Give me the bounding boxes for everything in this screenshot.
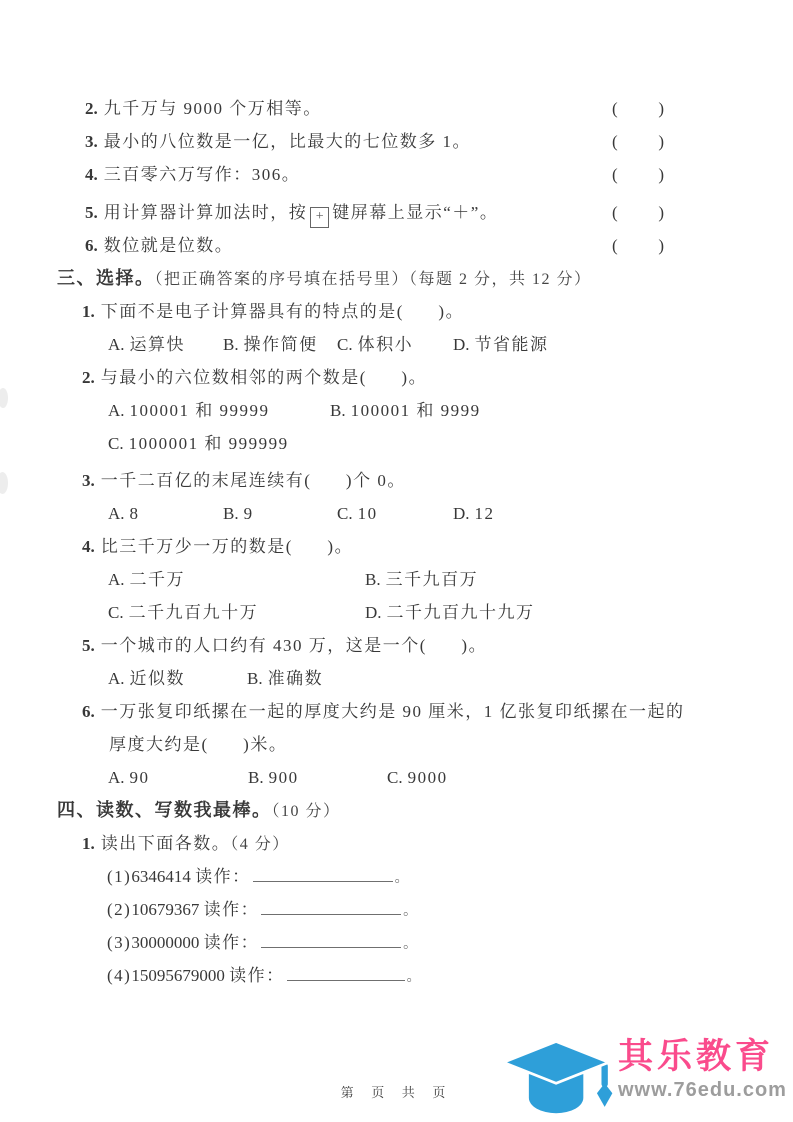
- option-d[interactable]: D. 节省能源: [453, 335, 549, 354]
- option-a[interactable]: A. 90: [108, 768, 150, 787]
- question-number: 3.: [82, 471, 95, 490]
- question-text: 下面不是电子计算器具有的特点的是( )。: [100, 302, 465, 321]
- bracket-open: (: [612, 165, 618, 184]
- question-text: 数位就是位数。: [103, 236, 234, 255]
- section-title: 三、选择。: [57, 268, 155, 288]
- option-c[interactable]: C. 体积小: [337, 335, 414, 354]
- option-b[interactable]: B. 操作简便: [223, 335, 318, 354]
- judge-question-6: [0, 229, 793, 262]
- answer-bracket[interactable]: [612, 92, 664, 125]
- option-a[interactable]: A. 100001 和 99999: [108, 401, 270, 420]
- answer-bracket[interactable]: [612, 125, 664, 158]
- question-text: 九千万与 9000 个万相等。: [103, 99, 322, 118]
- option-c[interactable]: C. 1000001 和 999999: [108, 434, 289, 453]
- item-period: 。: [406, 970, 421, 985]
- item-number: (2): [107, 900, 132, 919]
- reading-item-2: [0, 893, 793, 926]
- question-text: 一千二百亿的末尾连续有( )个 0。: [100, 471, 406, 490]
- item-number: (1): [107, 867, 132, 886]
- option-b[interactable]: B. 准确数: [247, 669, 324, 688]
- item-value: 10679367: [131, 900, 200, 919]
- page-footer-label: 第 页 共 页: [340, 1085, 453, 1100]
- judge-question-2: [0, 92, 793, 125]
- bracket-close: ): [658, 132, 664, 151]
- question-number: 6.: [82, 702, 95, 721]
- option-row: [0, 328, 793, 361]
- option-a[interactable]: A. 运算快: [108, 335, 186, 354]
- judge-question-3: [0, 125, 793, 158]
- option-a[interactable]: A. 8: [108, 504, 140, 523]
- brand-name: 其乐教育: [618, 1037, 775, 1076]
- graduation-cap-icon: [498, 1030, 616, 1122]
- question-number: 2.: [85, 99, 98, 118]
- choice-question-6-continued: [0, 728, 793, 761]
- option-b[interactable]: B. 900: [248, 768, 299, 787]
- answer-blank[interactable]: [261, 933, 401, 948]
- item-value: 6346414: [131, 867, 191, 886]
- reading-item-1: [0, 860, 793, 893]
- option-c[interactable]: C. 10: [337, 504, 378, 523]
- section-choice-heading: [0, 262, 793, 295]
- answer-bracket[interactable]: [612, 229, 664, 262]
- question-text: 读出下面各数。: [100, 834, 231, 853]
- option-row: [0, 761, 793, 794]
- judge-question-4: [0, 158, 793, 191]
- option-row: [0, 427, 793, 460]
- answer-bracket[interactable]: [612, 158, 664, 191]
- question-text: 比三千万少一万的数是( )。: [100, 537, 354, 556]
- question-text-line1: 一万张复印纸摞在一起的厚度大约是 90 厘米，1 亿张复印纸摞在一起的: [100, 702, 685, 721]
- question-text-after-key: 键屏幕上显示“＋”。: [332, 203, 499, 222]
- question-text: 与最小的六位数相邻的两个数是( )。: [100, 368, 428, 387]
- question-number: 4.: [85, 165, 98, 184]
- section-reading-heading: [0, 794, 793, 827]
- option-b[interactable]: B. 9: [223, 504, 254, 523]
- section-title: 四、读数、写数我最棒。: [57, 800, 272, 820]
- bracket-open: (: [612, 132, 618, 151]
- answer-bracket[interactable]: [612, 196, 664, 229]
- option-a[interactable]: A. 近似数: [108, 669, 186, 688]
- option-c[interactable]: C. 二千九百九十万: [108, 603, 259, 622]
- option-row: [0, 662, 793, 695]
- bracket-close: ): [658, 203, 664, 222]
- question-text-line2: 厚度大约是( )米。: [109, 735, 288, 754]
- reading-item-4: [0, 959, 793, 992]
- brand-logo: [498, 1026, 789, 1122]
- option-c[interactable]: C. 9000: [387, 768, 448, 787]
- answer-blank[interactable]: [253, 867, 393, 882]
- question-number: 2.: [82, 368, 95, 387]
- choice-question-2: [0, 361, 793, 394]
- answer-blank[interactable]: [287, 966, 405, 981]
- brand-text: [618, 1036, 789, 1102]
- choice-question-1: [0, 295, 793, 328]
- reading-item-3: [0, 926, 793, 959]
- question-number: 1.: [82, 302, 95, 321]
- option-b[interactable]: B. 100001 和 9999: [330, 401, 481, 420]
- item-prompt: 读作：: [229, 966, 285, 985]
- bracket-close: ): [658, 236, 664, 255]
- option-d[interactable]: D. 二千九百九十九万: [365, 603, 535, 622]
- item-value: 30000000: [131, 933, 200, 952]
- choice-question-4: [0, 530, 793, 563]
- bracket-close: ): [658, 99, 664, 118]
- plus-key-icon: +: [310, 207, 329, 228]
- question-points: （4 分）: [230, 836, 290, 853]
- item-number: (3): [107, 933, 132, 952]
- section-points: （10 分）: [271, 803, 341, 820]
- item-period: 。: [403, 904, 418, 919]
- option-row: [0, 596, 793, 629]
- item-period: 。: [394, 871, 409, 886]
- option-row: [0, 394, 793, 427]
- question-number: 5.: [85, 203, 98, 222]
- item-number: (4): [107, 966, 132, 985]
- option-row: [0, 563, 793, 596]
- bracket-open: (: [612, 99, 618, 118]
- choice-question-3: [0, 464, 793, 497]
- item-prompt: 读作：: [203, 933, 260, 952]
- item-prompt: 读作：: [203, 900, 260, 919]
- option-row: [0, 497, 793, 530]
- bracket-close: ): [658, 165, 664, 184]
- option-a[interactable]: A. 二千万: [108, 570, 186, 589]
- question-number: 5.: [82, 636, 95, 655]
- question-text-before-key: 用计算器计算加法时，按: [103, 203, 308, 222]
- question-text: 三百零六万写作：306。: [103, 165, 301, 184]
- item-prompt: 读作：: [195, 867, 251, 886]
- question-text: 一个城市的人口约有 430 万，这是一个( )。: [100, 636, 488, 655]
- answer-blank[interactable]: [261, 900, 401, 915]
- question-number: 1.: [82, 834, 95, 853]
- question-number: 3.: [85, 132, 98, 151]
- section-instructions: （把正确答案的序号填在括号里）（每题 2 分，共 12 分）: [154, 271, 592, 288]
- choice-question-5: [0, 629, 793, 662]
- bracket-open: (: [612, 203, 618, 222]
- item-value: 15095679000: [131, 966, 225, 985]
- question-text: 最小的八位数是一亿，比最大的七位数多 1。: [103, 132, 471, 151]
- question-number: 6.: [85, 236, 98, 255]
- reading-subquestion-1: [0, 827, 793, 860]
- bracket-open: (: [612, 236, 618, 255]
- question-number: 4.: [82, 537, 95, 556]
- option-b[interactable]: B. 三千九百万: [365, 570, 479, 589]
- option-d[interactable]: D. 12: [453, 504, 495, 523]
- item-period: 。: [403, 937, 418, 952]
- judge-question-5: [0, 196, 793, 229]
- choice-question-6: [0, 695, 793, 728]
- brand-url: www.76edu.com: [618, 1079, 787, 1101]
